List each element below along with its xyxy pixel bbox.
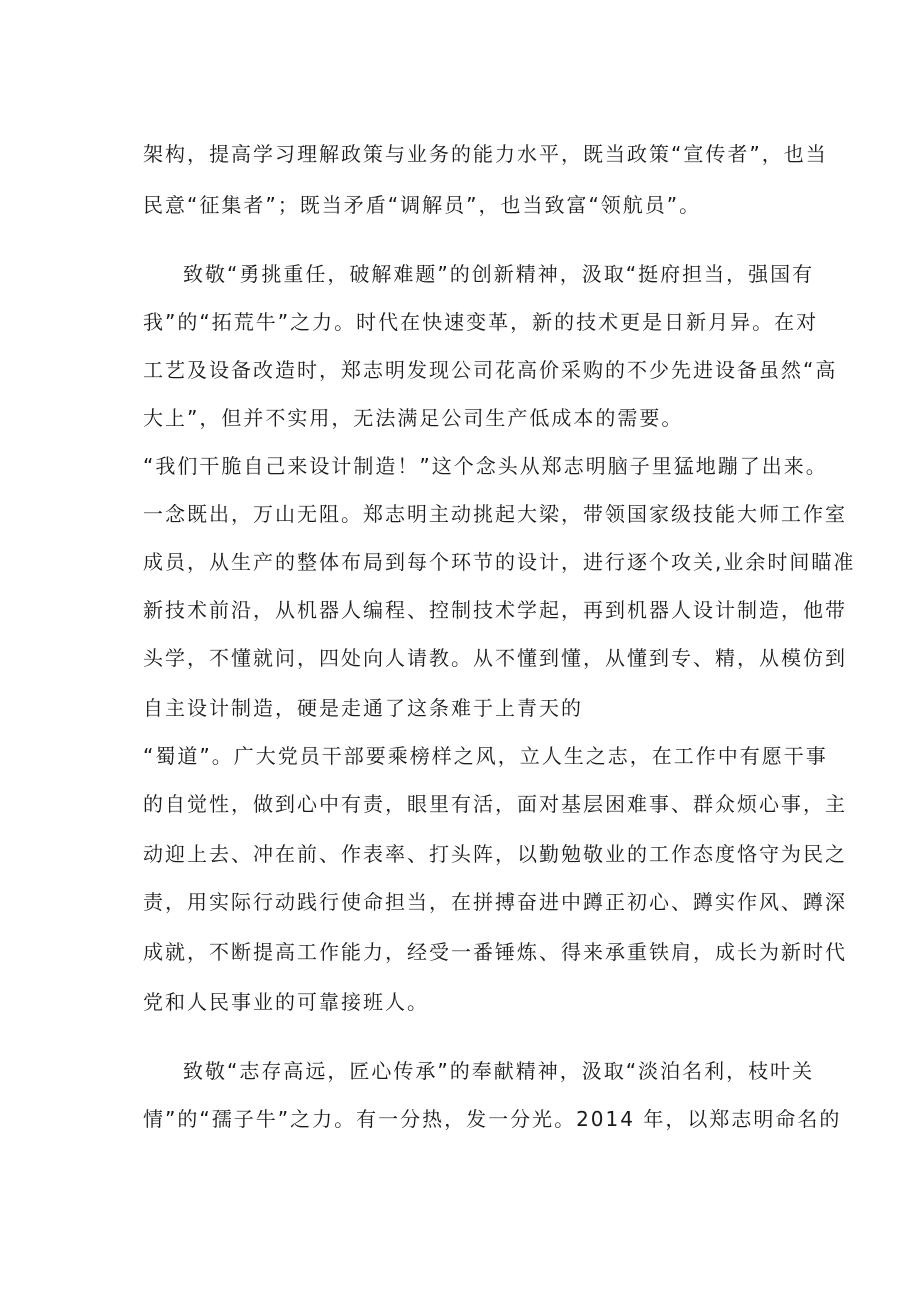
text-line: 大上”，但并不实用，无法满足公司生产低成本的需要。 xyxy=(143,406,684,430)
paragraph-start-line: 致敬“志存高远，匠心传承”的奉献精神，汲取“淡泊名利，枝叶关 xyxy=(183,1059,815,1083)
text-line: 成员，从生产的整体布局到每个环节的设计，进行逐个攻关,业余时间瞄准 xyxy=(143,550,856,574)
text-line: 责，用实际行动践行使命担当，在拼搏奋进中蹲正初心、蹲实作风、蹲深 xyxy=(143,890,847,914)
paragraph-start-line: 致敬“勇挑重任，破解难题”的创新精神，汲取“挺府担当，强国有 xyxy=(183,262,815,286)
text-line: 我”的“拓荒牛”之力。时代在快速变革，新的技术更是日新月异。在对 xyxy=(143,310,819,334)
text-line: 动迎上去、冲在前、作表率、打头阵，以勤勉敬业的工作态度恪守为民之 xyxy=(143,842,847,866)
text-line: 情”的“孺子牛”之力。有一分热，发一分光。2014 年，以郑志明命名的 xyxy=(143,1107,842,1131)
text-line: 成就，不断提高工作能力，经受一番锤炼、得来承重铁肩，成长为新时代 xyxy=(143,940,847,964)
text-line: 党和人民事业的可靠接班人。 xyxy=(143,990,429,1014)
text-line: “我们干脆自己来设计制造！”这个念头从郑志明脑子里猛地蹦了出来。 xyxy=(143,454,828,478)
text-line: 头学，不懂就问，四处向人请教。从不懂到懂，从懂到专、精，从模仿到 xyxy=(143,646,847,670)
text-line: 架构，提高学习理解政策与业务的能力水平，既当政策“宣传者”，也当 xyxy=(143,142,828,166)
text-line: 民意“征集者”；既当矛盾“调解员”，也当致富“领航员”。 xyxy=(143,193,702,217)
text-line: “蜀道”。广大党员干部要乘榜样之风，立人生之志，在工作中有愿干事 xyxy=(143,744,828,768)
text-line: 一念既出，万山无阻。郑志明主动挑起大梁，带领国家级技能大师工作室 xyxy=(143,502,847,526)
text-line: 的自觉性，做到心中有责，眼里有活，面对基层困难事、群众烦心事，主 xyxy=(143,792,847,816)
text-line: 工艺及设备改造时，郑志明发现公司花高价采购的不少先进设备虽然“高 xyxy=(143,358,838,382)
text-line: 自主设计制造，硬是走通了这条难于上青天的 xyxy=(143,696,583,720)
text-line: 新技术前沿，从机器人编程、控制技术学起，再到机器人设计制造，他带 xyxy=(143,598,847,622)
